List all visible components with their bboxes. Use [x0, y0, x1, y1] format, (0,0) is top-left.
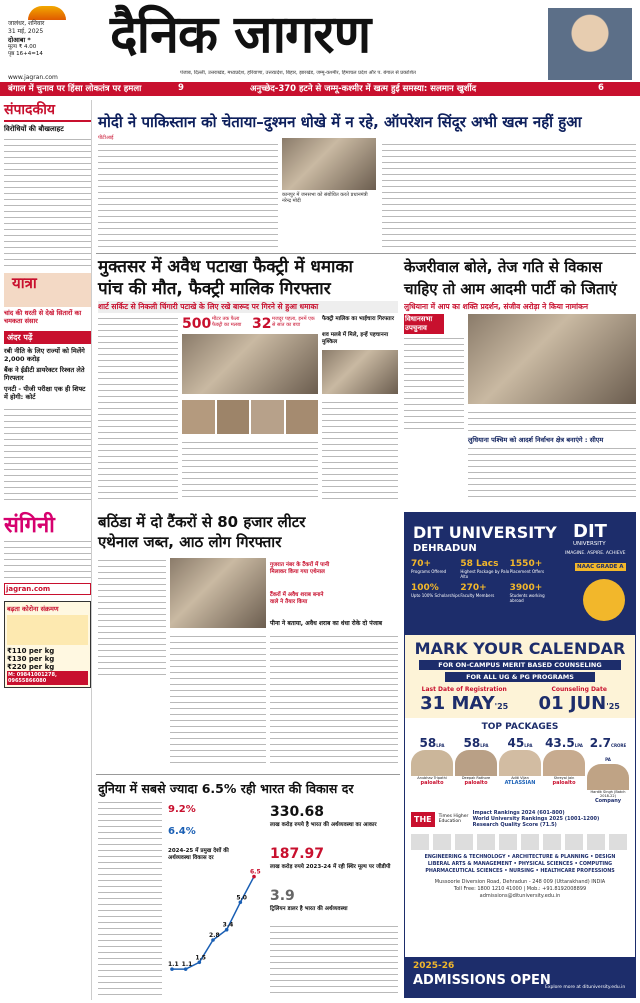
- published-states: पंजाब, दिल्ली, उत्तराखंड, मध्यप्रदेश, हरियाणा, उत्तरप्रदेश, बिहार, झारखंड, जम्मू-कश्मीर, हिमाचल प्रदेश और प. बंगाल से प्रकाशित: [180, 70, 416, 76]
- package-card: 43.5LPA Shreyal Jain paloalto: [543, 736, 585, 804]
- programs: ENGINEERING & TECHNOLOGY • ARCHITECTURE & PLANNING • DESIGN LIBERAL ARTS & MANAGEMENT • PHYSICAL SCIENCES • COMPUTING PHARMACEUTICAL SCIENCES • NURSING • HEALTHCARE PROFESSIONS: [424, 855, 616, 874]
- lead-caption: कानपुर में जनसभा को संबोधित करते प्रधानमंत्री नरेन्द्र मोदी: [282, 192, 368, 204]
- fact2-pct: 6.4%: [168, 826, 196, 837]
- story5-stat3-num: 3.9: [270, 888, 295, 904]
- story2-stat1-num: 500: [182, 316, 212, 332]
- gdp-series-line: [172, 877, 254, 970]
- lead-photo: [282, 138, 376, 190]
- edition-info: [8, 6, 98, 66]
- story2-text-2: [182, 440, 318, 502]
- story3-text-3: [468, 446, 636, 502]
- story4-text-3: [270, 634, 398, 764]
- edition-price: मूल्य ₹ 4.00: [8, 44, 37, 50]
- editorial-headline[interactable]: विरोधियों की बौखलाहट: [4, 125, 64, 133]
- yatra-box: [4, 273, 91, 307]
- ad-phone: M: 09841001278, 09655866080: [7, 671, 88, 685]
- story5-text: [98, 800, 162, 998]
- gdp-data-label: 6.5: [250, 868, 261, 876]
- package-card: 2.7CRORE PA Hardik Singh (Batch 2018-22) Company: [587, 736, 629, 804]
- gdp-data-label: 1.1: [181, 961, 193, 969]
- ad-explore[interactable]: Explore more at dituniversity.edu.in: [545, 985, 626, 990]
- ad-stat: 270+ Faculty Members: [460, 583, 495, 598]
- story2-photo: [182, 334, 318, 394]
- top-packages-title: TOP PACKAGES: [481, 722, 559, 732]
- edition-date: 31 मई, 2025: [8, 28, 44, 35]
- story5-stat2: लाख करोड़ रुपये 2023-24 में रही स्थिर मूल्य पर जीडीपी: [270, 864, 391, 870]
- ad-brand: DIT UNIVERSITY: [413, 523, 557, 542]
- columnist-photo: [548, 8, 632, 80]
- package-card: 58LPA Deepak Rathore paloalto: [455, 736, 497, 804]
- story3-photo: [468, 314, 636, 404]
- story2-stat2-num: 32: [252, 316, 272, 332]
- edition-pages: पृष्ठ 16+4=14: [8, 51, 43, 57]
- ticker-right-page: 6: [598, 83, 604, 93]
- ad-calendar: [405, 635, 635, 718]
- sidebar-ad[interactable]: [4, 601, 91, 688]
- ad-stats: [411, 559, 559, 603]
- inside-heading: अंदर पढ़ें: [4, 331, 91, 344]
- packages-row: [405, 732, 635, 804]
- sidebar-text: [4, 407, 91, 503]
- story4-bullet-2: टैंकरों में अवैध शराब बनाने वाले ने तैयार किया: [270, 592, 324, 605]
- reg-date-box: Last Date of Registration 31 MAY'25: [420, 686, 509, 714]
- yatra-heading: यात्रा: [12, 274, 37, 292]
- story5-headline[interactable]: दुनिया में सबसे ज्यादा 6.5% रही भारत की विकास दर: [98, 781, 354, 796]
- victim-photo: [182, 400, 215, 434]
- calendar-title: MARK YOUR CALENDAR: [414, 639, 626, 658]
- ad-logo: DIT: [573, 521, 607, 542]
- ad-naac: NAAC GRADE A: [577, 564, 624, 570]
- story4-headline-2[interactable]: एथेनाल जब्त, आठ लोग गिरफ्तार: [98, 533, 282, 551]
- ad-session: 2025-26: [413, 961, 455, 971]
- the-logo: THE: [411, 812, 435, 827]
- editorial-heading: संपादकीय: [4, 100, 91, 122]
- accreditation-logos: [411, 834, 629, 850]
- lead-headline[interactable]: मोदी ने पाकिस्तान को चेताया–दुश्मन धोखे में न रहे, ऑपरेशन सिंदूर अभी खत्म नहीं हुआ: [98, 113, 582, 131]
- ad-contact: Mussoorie Diversion Road, Dehradun - 248 009 (Uttarakhand) INDIA Toll Free: 1800 1210 41000 | Mob.: +91.8192008899 admissions@dituniversity.edu.in: [434, 879, 606, 899]
- ad-admissions: ADMISSIONS OPEN: [413, 973, 551, 988]
- story3-side-head[interactable]: लुधियाना पश्चिम को आदर्श निर्वाचन क्षेत्र बनाएंगे : सीएम: [468, 436, 604, 444]
- ad-stat: 1550+ Placement Offers: [509, 559, 545, 574]
- story2-stat2: मजदूर पहला, इनमें एक से सात का बचा: [272, 316, 315, 328]
- package-card: 58LPA Anubhav Tripathi paloalto: [411, 736, 453, 804]
- story4-headline-1[interactable]: बठिंडा में दो टैंकरों से 80 हजार लीटर: [98, 513, 306, 531]
- edition-city: जालंधर, शनिवार: [8, 20, 45, 27]
- calendar-sub2: FOR ALL UG & PG PROGRAMS: [445, 672, 595, 682]
- ad-header: [405, 513, 635, 635]
- jagran-site[interactable]: jagran.com: [4, 583, 91, 595]
- story3-text-2: [468, 410, 636, 432]
- calendar-dates: [405, 686, 635, 714]
- story4-bullet-1: गुजरात नंबर के टैंकरों में पानी मिलाकर किया गया एथेनाल: [270, 562, 330, 575]
- ad-footer: [405, 957, 636, 997]
- rankings: Impact Rankings 2024 (601-800) World University Rankings 2025 (1001-1200) Research Quality Score (71.5): [472, 810, 600, 828]
- story3-text: [404, 336, 464, 432]
- newspaper-title: दैनिक जागरण: [110, 5, 371, 65]
- gdp-data-label: 1.5: [195, 954, 206, 962]
- story2-headline-2[interactable]: पांच की मौत, फैक्ट्री मालिक गिरफ्तार: [98, 279, 331, 299]
- story5-stat1: लाख करोड़ रुपये है भारत की अर्थव्यवस्था का आकार: [270, 822, 377, 828]
- victim-photos: [182, 400, 318, 434]
- edition-name: दोआबा *: [8, 36, 31, 44]
- yatra-text[interactable]: चांद की धरती से देखे सितारों का चमकता संसार: [4, 309, 82, 325]
- story4-text: [98, 558, 166, 678]
- story2-headline-1[interactable]: मुक्तसर में अवैध पटाखा फैक्ट्री में धमाका: [98, 257, 353, 277]
- divider: [96, 774, 400, 775]
- story2-bullet-1: फैक्ट्री मालिक का भाईचारा गिरफ्तार: [322, 316, 394, 322]
- ad-stat: 70+ Programs Offered: [411, 559, 447, 574]
- ad-tagline: IMAGINE. ASPIRE. ACHIEVE: [565, 551, 626, 556]
- dit-ad[interactable]: [404, 512, 636, 998]
- gdp-chart-title: 2024-25 में प्रमुख देशों की अर्थव्यवस्था विकास दर: [168, 848, 229, 861]
- story3-sub: लुधियाना में आप का शक्ति प्रदर्शन, संजीव अरोड़ा ने किया नामांकन: [404, 302, 589, 311]
- ranking-row: [405, 804, 635, 828]
- story2-bullet-2: शव मलबे में मिले, इन्हें पहचानना मुश्किल: [322, 332, 389, 345]
- story5-stat1-num: 330.68: [270, 804, 325, 820]
- ad-title: बढ़ता कोरोना संक्रमण: [7, 605, 59, 613]
- top-ticker: [0, 82, 640, 96]
- package-card: 45LPA Aditi Vijan ATLASSIAN: [499, 736, 541, 804]
- sangini-text: [4, 539, 91, 579]
- story5-stat3: ट्रिलियन डालर है भारत की अर्थव्यवस्था: [270, 906, 348, 912]
- story5-stat2-num: 187.97: [270, 846, 325, 862]
- gdp-chart: [168, 864, 264, 998]
- counseling-date-box: Counseling Date 01 JUN'25: [538, 686, 620, 714]
- site-url[interactable]: www.jagran.com: [8, 74, 58, 81]
- story2-photo-2: [322, 350, 398, 394]
- story5-text-2: [270, 924, 398, 998]
- victim-photo: [217, 400, 250, 434]
- ticker-right[interactable]: अनुच्छेद-370 हटने से जम्मू-कश्मीर में खत्म हुई समस्या: सलमान खुर्शीद: [250, 84, 477, 94]
- sangini-heading: संगिनी: [4, 512, 55, 538]
- ticker-left-page: 9: [178, 83, 184, 93]
- ad-price-1: ₹110 per kg: [7, 647, 55, 655]
- story3-headline-1[interactable]: केजरीवाल बोले, तेज गति से विकास: [404, 258, 602, 276]
- gdp-data-label: 1.1: [168, 961, 179, 969]
- left-sidebar: [4, 100, 92, 1000]
- ticker-left[interactable]: बंगाल में चुनाव पर हिंसा लोकतंत्र पर हमला: [8, 84, 142, 94]
- story2-text: [98, 316, 178, 502]
- victim-photo: [286, 400, 319, 434]
- the-sub: Times Higher Education: [438, 814, 469, 824]
- sun-logo-icon: [28, 6, 66, 20]
- lead-text-right: [382, 142, 636, 250]
- ad-image: [7, 615, 88, 645]
- gdp-data-label: 2.8: [209, 932, 220, 939]
- story4-text-2: [170, 634, 266, 764]
- inside-item-3[interactable]: एनटी - पीजी परीक्षा एक ही शिफ्ट में होगी: कोर्ट: [4, 385, 86, 401]
- story4-sub-head[interactable]: पीना ने बताया, अवैध शराब का धंधा रोके दो पंजाब: [270, 620, 383, 627]
- fact1-pct: 9.2%: [168, 804, 196, 815]
- gdp-data-label: 5.0: [236, 894, 247, 902]
- story4-photo: [170, 558, 266, 628]
- calendar-sub: FOR ON-CAMPUS MERIT BASED COUNSELING: [419, 660, 621, 670]
- story2-stat1: मीटर तक फैला फैक्ट्री का मलबा: [212, 316, 242, 328]
- anniversary-badge-icon: [583, 579, 625, 621]
- story2-sub: शार्ट सर्किट से निकली चिंगारी पटाखे के लिए रखे बारूद पर गिरने से हुआ धमाका: [98, 301, 398, 313]
- divider: [96, 253, 636, 254]
- story3-headline-2[interactable]: चाहिए तो आम आदमी पार्टी को जिताएं: [404, 280, 617, 298]
- lead-text-left: [98, 142, 278, 250]
- ad-city: DEHRADUN: [413, 543, 477, 554]
- story3-section: विधानसभा उपचुनाव: [404, 314, 444, 334]
- gdp-data-label: 3.4: [222, 921, 234, 929]
- ad-price-3: ₹220 per kg: [7, 663, 55, 671]
- ad-stat: 100% Upto 100% Scholarships: [411, 583, 460, 598]
- ad-stat: 3900+ Students working abroad: [509, 583, 545, 603]
- story2-text-3: [322, 400, 398, 502]
- ad-logo-sub: UNIVERSITY: [573, 541, 606, 547]
- editorial-text: [4, 137, 91, 267]
- gdp-plot-area: [168, 869, 261, 971]
- victim-photo: [251, 400, 284, 434]
- ad-price-2: ₹130 per kg: [7, 655, 55, 663]
- lead-byline: पीटीआई: [98, 135, 114, 141]
- ad-stat: 58 Lacs Highest Package by Palo Alto: [460, 559, 510, 579]
- inside-item-2[interactable]: बैंक ने ईडीटी डायरेक्टर रिश्वत लेते गिरफ्तार: [4, 366, 85, 382]
- inside-item-1[interactable]: रबी नीति के लिए राज्यों को मिलेंगे 2,000 करोड़: [4, 347, 85, 363]
